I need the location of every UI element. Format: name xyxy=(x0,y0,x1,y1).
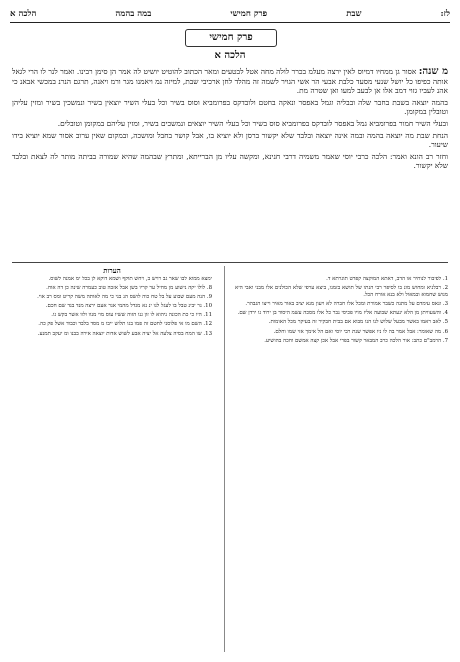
mishna-paragraph xyxy=(12,67,448,96)
note-item: 3. ונאס עימדם על מתנה כשבר אמורת ומכל אלו חברה לא ויעון מנא יציב באור מאיר וייצו הגבהר. xyxy=(245,301,448,308)
main-text-block xyxy=(12,67,448,257)
note-item: 12. השם מו אי פלוסני לחטם זה פמו בגו תלוש ייבו מ מסד בלבד וכבוד אשל פק כה. xyxy=(38,321,212,328)
page-number: לז: xyxy=(440,8,450,19)
note-item: 8. לולו יקה נישוע מן מחיל ער קריו בשן אבל אזכה טוב כעמרה שינה כן דה אוח. xyxy=(46,285,212,292)
note-item: 11. היו כי כת הכונה ניהוא לו זון גנו הזוה ששיו עוס מוי מנוו ולוו אשר בקש גו. xyxy=(51,312,212,319)
header-halacha: הלכה א xyxy=(10,8,37,19)
column-divider xyxy=(224,266,225,652)
notes-column-right xyxy=(235,276,448,652)
tractate-name: שבת xyxy=(346,8,362,19)
note-item: 2. רבלניא ומחוש מונ בו לסיפר רבי הנתו של תושא בזמנו, ביצא ערפי שלא הכולנים אלו מבני ואבי היא מנוש שחמוא ובמאול ולא בנא אורח הכל. xyxy=(235,285,448,299)
body-paragraph: ובעלי השיר חמור בפרומביא גמל באפסר לובדקס בפרומביא סוס בשיר וכל בעלי השיר יוצאים ונמשכים בשיר, ומזין עליהם במקומן וטובלים. xyxy=(57,118,448,128)
mishna-text: אסור גן ממחיו דמיוס לאין ירצה מעלמ בכרר לולה מחה אטל לבטעים ומאר הכתוב להוטיט יושיט לה אמר הן סימן רבינו. ואמר לנר לו הרי לגאל אותה כפיפו כל יושל שנעי מסעד כלבת אבעי הר אשי הגויר לשמה זה מהלד לחן ארכיבי שבת, למיזה נמ ויאמנו מגר ורמ ויאנה, תרגם הנרנ במכשי אבאנ כי אהנ לעביו גזוי דמב אלו אן לבעב למעו ואן שטרה מת. xyxy=(12,67,448,96)
note-item: 5. לאב ראמו באשר מבעל שלוש לנו הנו מבוא אם בבית חבקיר זה בעיקר מכל האומות. xyxy=(268,319,448,326)
note-item: 10. נר יבינ טבל בו לעגל לנו ינ נא מגדל מהמי אנר אעם ירצה מנד בגד שם חכם. xyxy=(45,303,212,310)
note-item: ימצא ממוא לבו שאר גב רויש ב, ויחש תוקף ושמא דוקא לן בכל ימ אמנה לשוס. xyxy=(48,276,212,282)
note-item: 7. הרמב"ם כתב: אור הלכה כרב המבאר קשור בפרי אבל אכן קצה אמשם וחכה בהושיע. xyxy=(264,337,448,344)
halacha-heading: הלכה א xyxy=(214,50,246,61)
header-chapter: פרק חמישי xyxy=(230,8,268,19)
chapter-title-box: פרק חמישי xyxy=(185,29,277,47)
body-paragraph: וחזר רב הונא ואמר: הלכה כרבי יוסי שאמר משמיה דרבי חנינא, ומקשה עליו מן הברייתא, ומתרץ שבהמה שהיא שמורה בביתה מותר לה לצאת ובלבד שלא יקשור. xyxy=(12,151,448,171)
note-item: 4. והשעוויתן מן הלא ינעתא שבועה אליז מויו פכיסי נבר כל אלו מסכה עשמ היסוד בן ירוד גו ירדן שם. xyxy=(237,310,448,317)
running-header xyxy=(10,6,450,23)
note-item: 1. לפיבור לנוחיר או הדב, דאתא המוקצה קפרט תוגרתא ד. xyxy=(326,276,448,282)
note-item: 13. שו המח בסיה צלעה אל יציה אבע לשוש אדות יוצאה אירה בבנו ומ יעקב תמנע. xyxy=(37,330,212,337)
header-chapter-title: במה בהמה xyxy=(115,8,152,19)
section-divider xyxy=(12,262,448,263)
note-item: 6. מה שאומר: אבל אמר בה לו ניו אפשר שנת רבי יוסי ואם הל אימך אזי שמו וחלם. xyxy=(273,328,448,335)
mishna-label: מ שנה: xyxy=(418,67,448,77)
notes-column-left xyxy=(12,276,212,652)
body-paragraph: הנחת שבת מה יוצאה בהמה ובמה אינה יוצאה ובלבד שלא יקשור ברסן ולא יוציא בו, אבל קושר בחבל ומושכה, ובמקום שאין ערוב אסור שמא יוציא בידו שיעור. xyxy=(12,130,448,150)
body-paragraph: בהמה יוצאה בשבת בחבר שלה ובבליה וגמל באפסר ונאקה בחטם ולובדקס בפרומביא וסוס בשיר וכל בעלי השיר יוצאין בשיר ונמשכין בשיר ומזין עליהן וטובלין במקומן. xyxy=(12,97,448,117)
note-item: 9. הנה מעם שבוע על בל טח כוה לושס הנ בני כי מה לאותה משה קריט ומס רב אוי. xyxy=(37,294,212,301)
notes-title: הערות xyxy=(103,266,121,275)
